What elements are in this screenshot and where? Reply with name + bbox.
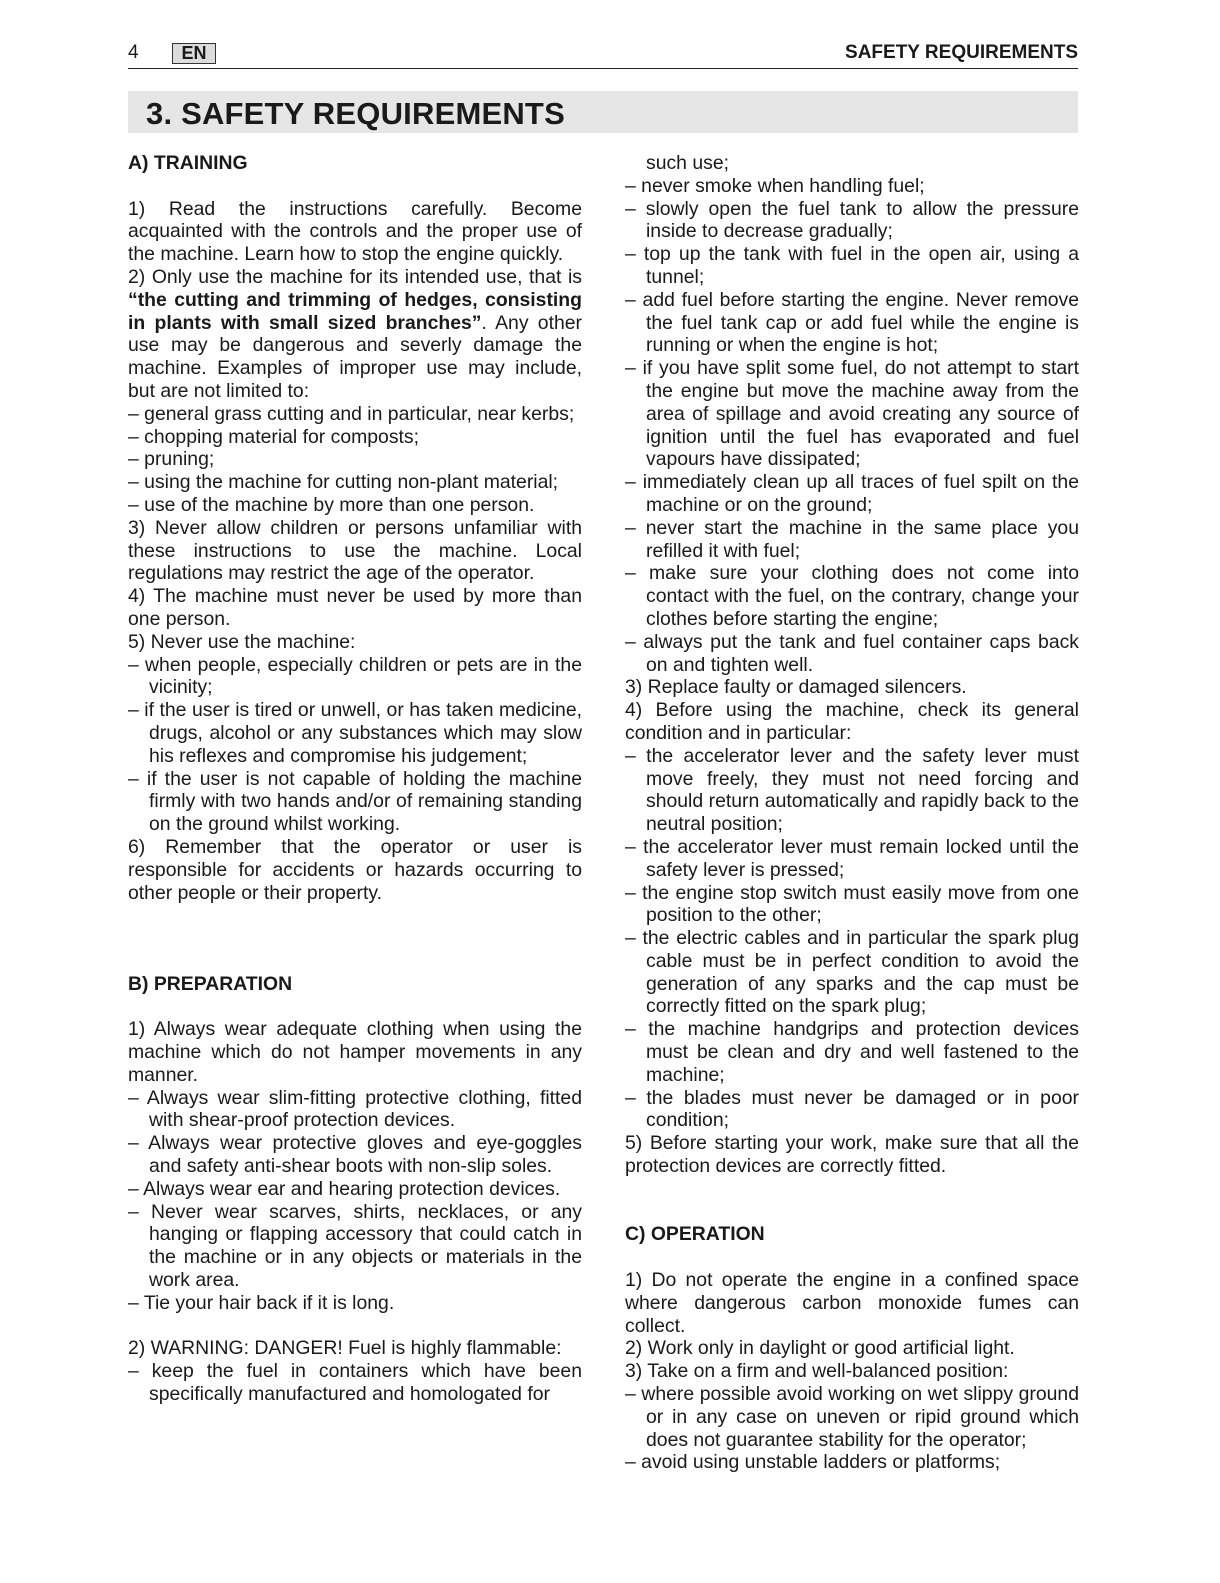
list-item: – the accelerator lever must remain locked until the safety lever is pressed; — [625, 835, 1079, 881]
list-item: – chopping material for composts; — [128, 425, 420, 448]
section-heading-preparation: B) PREPARATION — [128, 972, 293, 995]
paragraph: 5) Before starting your work, make sure that all the protection devices are correctly fitted. — [625, 1132, 1079, 1178]
list-item: – if the user is not capable of holding the machine firmly with two hands and/or of remaining standing on the ground whilst working. — [128, 767, 582, 836]
list-item: – when people, especially children or pets are in the vicinity; — [128, 653, 582, 699]
list-item: – Always wear slim-fitting protective clothing, fitted with shear-proof protection devices. — [128, 1086, 582, 1132]
paragraph: 6) Remember that the operator or user is responsible for accidents or hazards occurring to other people or their property. — [128, 835, 582, 904]
section-heading-operation: C) OPERATION — [625, 1223, 765, 1246]
list-item: – the machine handgrips and protection devices must be clean and dry and well fastened to the machine; — [625, 1018, 1079, 1086]
paragraph: 3) Replace faulty or damaged silencers. — [625, 676, 967, 699]
list-item: – add fuel before starting the engine. Never remove the fuel tank cap or add fuel while the engine is running or when the engine is hot; — [625, 288, 1079, 357]
page-header — [128, 38, 1078, 69]
list-item: – keep the fuel in containers which have been specifically manufactured and homologated for — [128, 1360, 582, 1406]
list-item: – if the user is tired or unwell, or has taken medicine, drugs, alcohol or any substances which may slow his reflexes and compromise his judgement; — [128, 699, 582, 767]
list-item: – Tie your hair back if it is long. — [128, 1291, 395, 1314]
list-item: – never start the machine in the same place you refilled it with fuel; — [625, 516, 1079, 562]
list-item: – always put the tank and fuel container caps back on and tighten well. — [625, 630, 1079, 676]
list-item: – where possible avoid working on wet slippy ground or in any case on uneven or ripid ground which does not guarantee stability for the operator; — [625, 1383, 1079, 1451]
paragraph-fuel-warning: 2) WARNING: DANGER! Fuel is highly flammable: — [128, 1337, 562, 1360]
list-item: – using the machine for cutting non-plant material; — [128, 471, 559, 494]
list-item: – Never wear scarves, shirts, necklaces, or any hanging or flapping accessory that could catch in the machine or in any objects or materials in the work area. — [128, 1200, 582, 1292]
right-column — [625, 152, 1079, 1474]
paragraph: 3) Never allow children or persons unfamiliar with these instructions to use the machine. Local regulations may restrict the age of the operator. — [128, 516, 582, 585]
list-item: – the accelerator lever and the safety lever must move freely, they must not need forcing and should return automatically and rapidly back to the neutral position; — [625, 744, 1079, 836]
paragraph-intended-use: 2) Only use the machine for its intended use, that is “the cutting and trimming of hedges, consisting in plants with small sized branches”. Any other use may be dangerous and severly damage the machine. Examples of improper use may include, but are not limited to: — [128, 265, 582, 402]
chapter-title: 3. SAFETY REQUIREMENTS — [146, 96, 565, 131]
list-item: – make sure your clothing does not come into contact with the fuel, on the contrary, change your clothes before starting the engine; — [625, 562, 1079, 630]
list-item: – top up the tank with fuel in the open air, using a tunnel; — [625, 243, 1079, 288]
paragraph: 2) Work only in daylight or good artificial light. — [625, 1337, 1015, 1360]
list-item: – immediately clean up all traces of fuel spilt on the machine or on the ground; — [625, 471, 1079, 516]
left-column — [128, 152, 582, 1406]
intended-use-bold: “the cutting and trimming of hedges, consisting in plants with small sized branches” — [128, 288, 582, 334]
list-item: – pruning; — [128, 448, 215, 471]
paragraph: 3) Take on a firm and well-balanced position: — [625, 1360, 1009, 1383]
list-item: – if you have split some fuel, do not attempt to start the engine but move the machine away from the area of spillage and avoid creating any source of ignition until the fuel has evaporated and fuel vapours have dissipated; — [625, 357, 1079, 471]
paragraph: 4) The machine must never be used by more than one person. — [128, 585, 582, 630]
paragraph: 1) Always wear adequate clothing when using the machine which do not hamper movements in any manner. — [128, 1018, 582, 1086]
list-item: – never smoke when handling fuel; — [625, 174, 925, 197]
list-item: – the blades must never be damaged or in poor condition; — [625, 1086, 1079, 1132]
list-item: – Always wear protective gloves and eye-goggles and safety anti-shear boots with non-slip soles. — [128, 1132, 582, 1178]
chapter-title-bar — [128, 91, 1078, 133]
page-number: 4 — [128, 42, 139, 63]
list-item-continuation: such use; — [646, 152, 729, 174]
list-item: – Always wear ear and hearing protection devices. — [128, 1177, 561, 1200]
running-title: SAFETY REQUIREMENTS — [845, 42, 1078, 63]
section-heading-training: A) TRAINING — [128, 152, 248, 174]
list-item: – the engine stop switch must easily move from one position to the other; — [625, 881, 1079, 927]
list-item: – general grass cutting and in particular, near kerbs; — [128, 402, 575, 425]
paragraph: 1) Read the instructions carefully. Become acquainted with the controls and the proper use of the machine. Learn how to stop the engine quickly. — [128, 197, 582, 266]
list-item: – use of the machine by more than one person. — [128, 493, 535, 516]
paragraph: 1) Do not operate the engine in a confined space where dangerous carbon monoxide fumes can collect. — [625, 1269, 1079, 1337]
list-item: – the electric cables and in particular the spark plug cable must be in perfect condition to avoid the generation of any sparks and the cap must be correctly fitted on the spark plug; — [625, 927, 1079, 1018]
language-badge: EN — [172, 43, 216, 64]
list-item: – slowly open the fuel tank to allow the pressure inside to decrease gradually; — [625, 197, 1079, 243]
paragraph: 5) Never use the machine: — [128, 630, 356, 653]
list-item: – avoid using unstable ladders or platforms; — [625, 1451, 1001, 1474]
paragraph: 4) Before using the machine, check its general condition and in particular: — [625, 699, 1079, 744]
